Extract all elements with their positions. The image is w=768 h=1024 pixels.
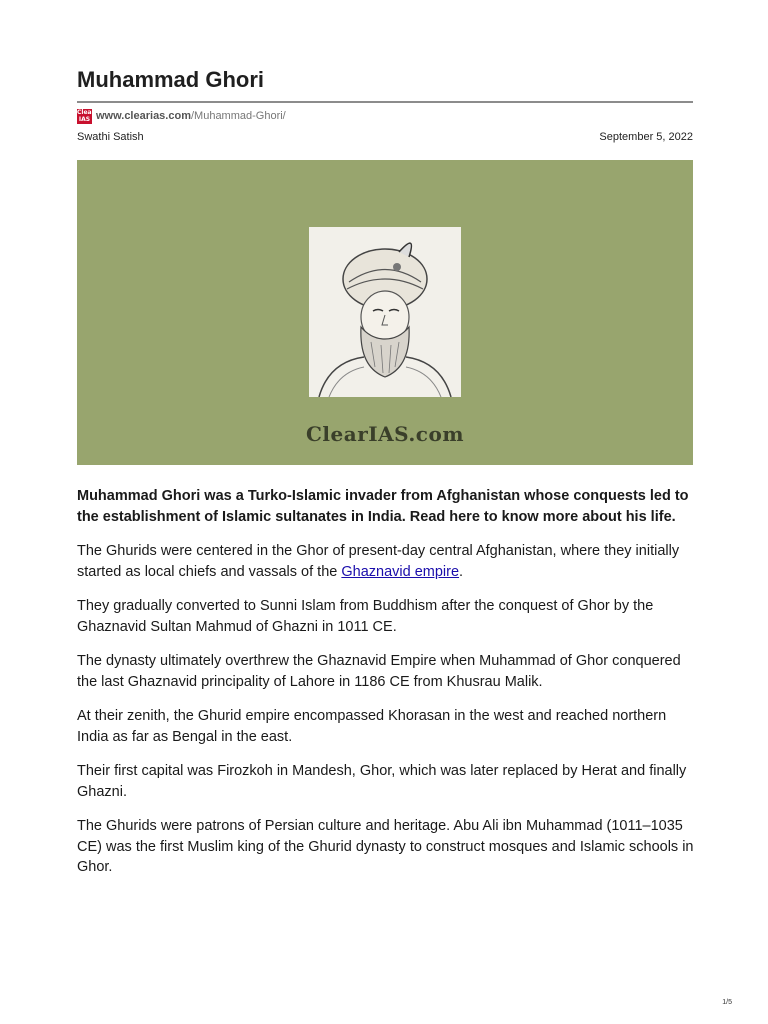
paragraph-4: At their zenith, the Ghurid empire encompassed Khorasan in the west and reached northern India as far as Bengal in the east. (77, 708, 667, 745)
page-number: 1/5 (722, 999, 732, 1006)
lead-paragraph: Muhammad Ghori was a Turko-Islamic invader from Afghanistan whose conquests led to the establishment of Islamic sultanates in India. Read here to know more about his life. (77, 488, 689, 525)
paragraph-5: Their first capital was Firozkoh in Mandesh, Ghor, which was later replaced by Herat and finally Ghazni. (77, 763, 687, 800)
source-path[interactable]: /Muhammad-Ghori/ (190, 110, 286, 122)
author-name: Swathi Satish (77, 131, 144, 143)
page-title: Muhammad Ghori (77, 67, 265, 92)
paragraph-1: The Ghurids were centered in the Ghor of present-day central Afghanistan, where they initially started as local chiefs and vassals of the Ghaznavid empire. (77, 543, 680, 580)
article-body (77, 486, 697, 892)
paragraph-2: They gradually converted to Sunni Islam from Buddhism after the conquest of Ghor by the Ghaznavid Sultan Mahmud of Ghazni in 1011 CE. (77, 598, 654, 635)
ghaznavid-empire-link[interactable]: Ghaznavid empire (341, 563, 460, 580)
publish-date: September 5, 2022 (599, 131, 693, 143)
hero-image (77, 160, 693, 465)
hero-watermark: ClearIAS.com (306, 422, 464, 446)
paragraph-6: The Ghurids were patrons of Persian culture and heritage. Abu Ali ibn Muhammad (1011–1035 CE) was the first Muslim king of the Ghurid dynasty to construct mosques and Islamic schools in Ghor. (77, 818, 694, 875)
title-divider (77, 101, 693, 103)
portrait-illustration (309, 227, 461, 397)
portrait-sketch-icon (309, 227, 461, 397)
source-link[interactable] (77, 108, 286, 124)
paragraph-3: The dynasty ultimately overthrew the Ghaznavid Empire when Muhammad of Ghor conquered the last Ghaznavid principality of Lahore in 1186 CE from Khusrau Malik. (77, 653, 681, 690)
clearias-favicon-icon: Clear IAS (77, 109, 95, 123)
source-domain[interactable]: www.clearias.com (96, 110, 191, 122)
